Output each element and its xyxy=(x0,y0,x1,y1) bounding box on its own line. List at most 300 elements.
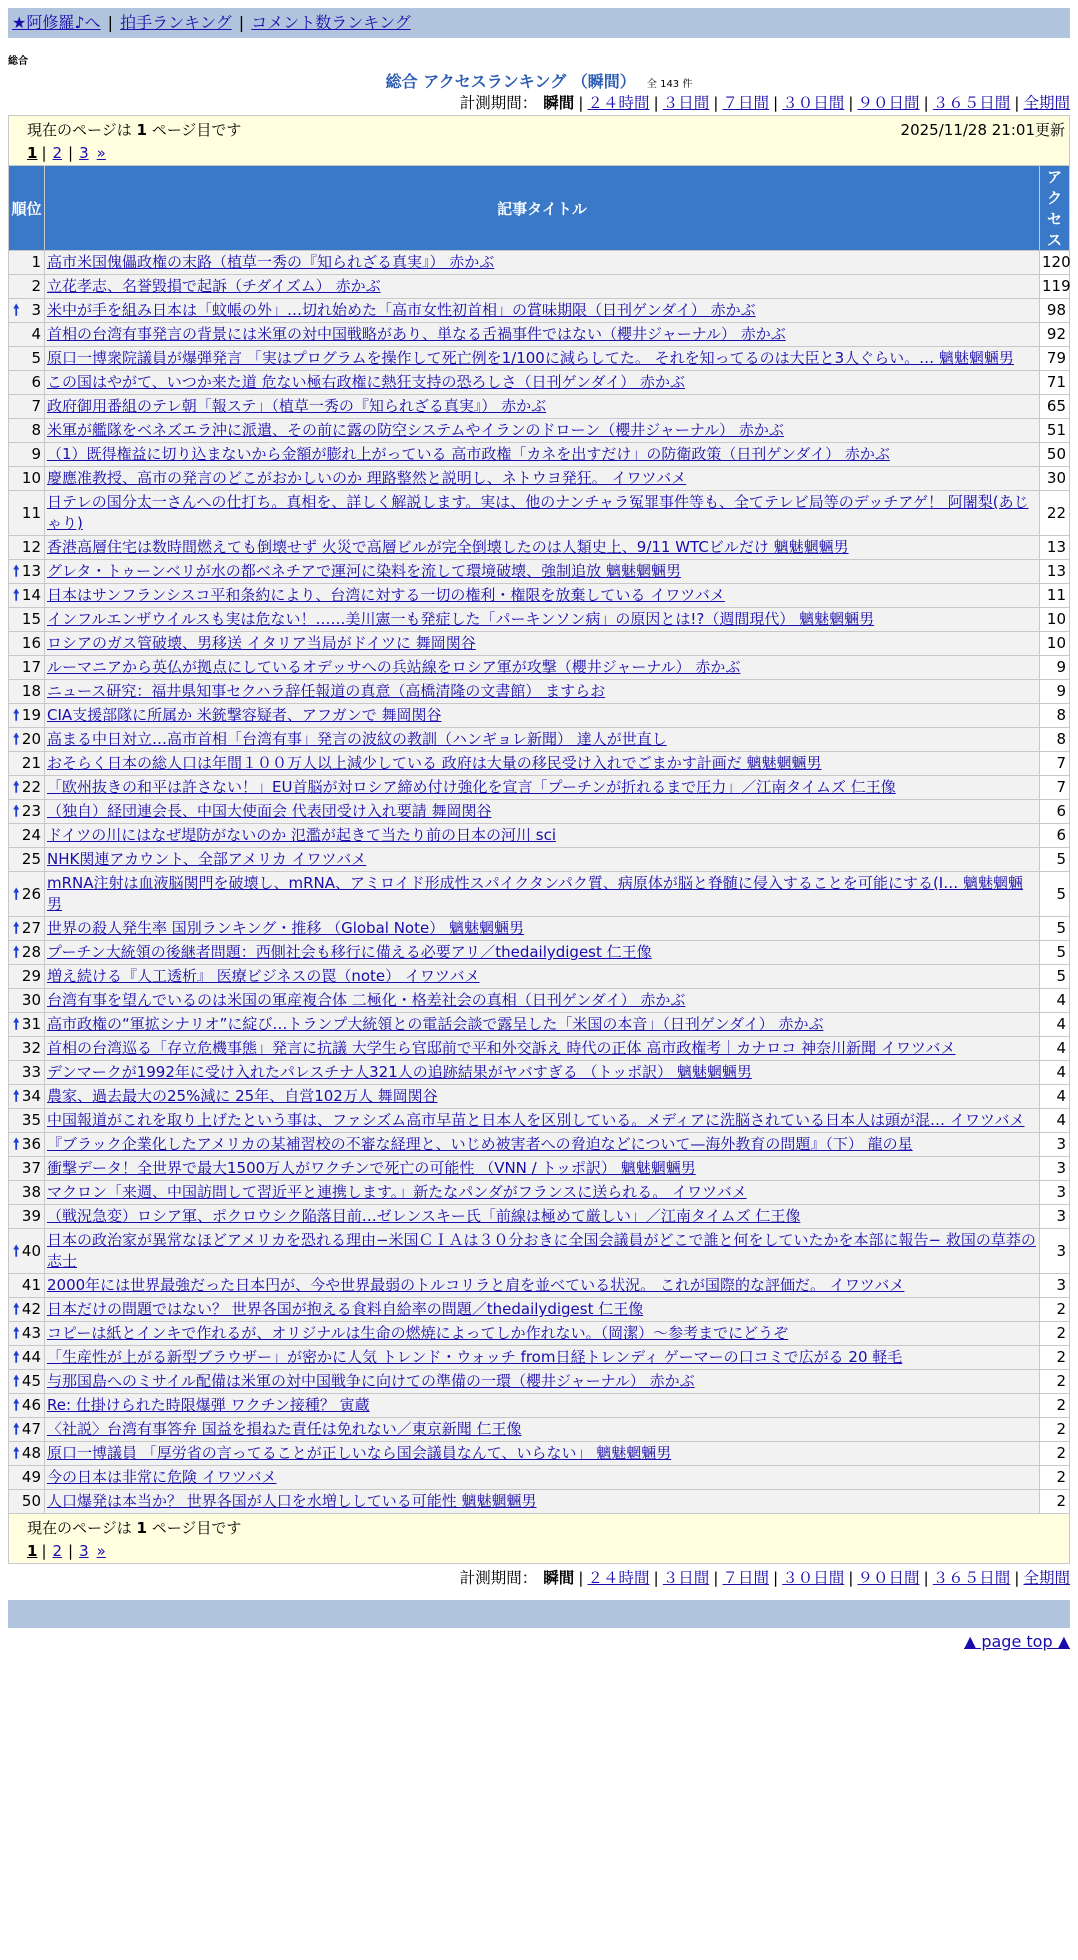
rank-number: 31 xyxy=(21,1015,41,1033)
article-title-link[interactable]: デンマークが1992年に受け入れたパレスチナ人321人の追跡結果がヤバすぎる （トッポ訳） 魑魅魍魎男 xyxy=(47,1063,752,1081)
rank-number: 29 xyxy=(21,967,41,985)
title-cell xyxy=(45,656,1040,680)
title-cell xyxy=(45,1205,1040,1229)
article-title-link[interactable]: 今の日本は非常に危険 イワツバメ xyxy=(47,1468,277,1486)
access-count: 8 xyxy=(1040,704,1070,728)
article-title-link[interactable]: この国はやがて、いつか来た道 危ない極右政権に熱狂支持の恐ろしさ（日刊ゲンダイ） 赤かぶ xyxy=(47,373,686,391)
table-row xyxy=(9,989,1070,1013)
next-page-link[interactable]: » xyxy=(96,1542,106,1560)
page-links-row xyxy=(27,1539,1065,1563)
access-count: 7 xyxy=(1040,776,1070,800)
table-row xyxy=(9,1274,1070,1298)
table-row xyxy=(9,299,1070,323)
article-title-link[interactable]: 日本の政治家が異常なほどアメリカを恐れる理由−米国ＣＩＡは３０分おきに全国会議員がどこで誰と何をしていたかを本部に報告− 救国の草莽の志士 xyxy=(47,1231,1036,1270)
rank-number: 42 xyxy=(21,1300,41,1318)
access-count: 119 xyxy=(1040,275,1070,299)
rank-number: 17 xyxy=(21,658,41,676)
period-link[interactable]: ９０日間 xyxy=(857,1569,920,1587)
access-count: 10 xyxy=(1040,632,1070,656)
table-row xyxy=(9,965,1070,989)
rank-cell xyxy=(9,371,45,395)
table-row xyxy=(9,251,1070,275)
page-status-number: 1 xyxy=(136,1519,147,1537)
access-count: 2 xyxy=(1040,1418,1070,1442)
title-cell xyxy=(45,371,1040,395)
rank-cell xyxy=(9,1274,45,1298)
rank-cell xyxy=(9,704,45,728)
article-title-link[interactable]: 農家、過去最大の25%減に 25年、自営102万人 舞岡関谷 xyxy=(47,1087,438,1105)
rank-up-arrow-icon: 🠕 xyxy=(13,1348,20,1366)
rank-cell xyxy=(9,1013,45,1037)
article-title-link[interactable]: グレタ・トゥーンベリが水の都ベネチアで運河に染料を流して環境破壊、強制追放 魑魅魍魎男 xyxy=(47,562,681,580)
page-link[interactable]: 2 xyxy=(52,144,63,162)
period-link[interactable]: ３０日間 xyxy=(782,1569,845,1587)
rank-number: 38 xyxy=(21,1183,41,1201)
article-title-link[interactable]: （戦況急変）ロシア軍、ポクロウシク陥落目前…ゼレンスキー氏「前線は極めて厳しい」／江南タイムズ 仁王像 xyxy=(47,1207,801,1225)
access-count: 6 xyxy=(1040,824,1070,848)
title-cell xyxy=(45,1346,1040,1370)
period-separator: | xyxy=(923,94,929,112)
rank-cell xyxy=(9,536,45,560)
period-link[interactable]: ９０日間 xyxy=(857,94,920,112)
rank-cell xyxy=(9,752,45,776)
table-row xyxy=(9,776,1070,800)
access-count: 3 xyxy=(1040,1133,1070,1157)
table-row xyxy=(9,1013,1070,1037)
title-cell xyxy=(45,275,1040,299)
period-separator: | xyxy=(773,94,779,112)
rank-cell xyxy=(9,1442,45,1466)
rank-number: 28 xyxy=(21,943,41,961)
rank-cell xyxy=(9,728,45,752)
rank-up-arrow-icon: 🠕 xyxy=(13,919,20,937)
rank-number: 30 xyxy=(21,991,41,1009)
article-title-link[interactable]: 原口一博衆院議員が爆弾発言 「実はプログラムを操作して死亡例を1/100に減らしてた。 それを知ってるのは大臣と3人ぐらい。… 魑魅魍魎男 xyxy=(47,349,1014,367)
article-title-link[interactable]: ニュース研究：福井県知事セクハラ辞任報道の真意（高橋清隆の文書館） ますらお xyxy=(47,682,606,700)
article-title-link[interactable]: プーチン大統領の後継者問題：西側社会も移行に備える必要アリ／thedailydigest 仁王像 xyxy=(47,943,652,961)
access-count: 51 xyxy=(1040,419,1070,443)
page-separator: | xyxy=(68,1542,74,1560)
table-row xyxy=(9,1346,1070,1370)
period-separator: | xyxy=(578,1569,584,1587)
page-status xyxy=(27,119,241,141)
article-title-link[interactable]: ルーマニアから英仏が拠点にしているオデッサへの兵站線をロシア軍が攻撃（櫻井ジャーナル） 赤かぶ xyxy=(47,658,741,676)
access-count: 4 xyxy=(1040,1061,1070,1085)
title-cell xyxy=(45,443,1040,467)
period-link[interactable]: ３日間 xyxy=(662,94,710,112)
title-cell xyxy=(45,1418,1040,1442)
access-count: 22 xyxy=(1040,491,1070,536)
rank-number: 2 xyxy=(31,277,41,295)
table-row xyxy=(9,395,1070,419)
access-count: 4 xyxy=(1040,989,1070,1013)
period-separator: | xyxy=(848,1569,854,1587)
access-count: 79 xyxy=(1040,347,1070,371)
page-status-post: ページ目です xyxy=(151,121,242,139)
rank-cell xyxy=(9,848,45,872)
article-title-link[interactable]: 2000年には世界最強だった日本円が、今や世界最弱のトルコリラと肩を並べている状況。 これが国際的な評価だ。 イワツバメ xyxy=(47,1276,905,1294)
rank-number: 8 xyxy=(31,421,41,439)
table-row xyxy=(9,632,1070,656)
title-cell xyxy=(45,491,1040,536)
article-title-link[interactable]: 政府御用番組のテレ朝「報ステ」（植草一秀の『知られざる真実』） 赤かぶ xyxy=(47,397,547,415)
category-label: 総合 xyxy=(8,56,28,67)
rank-cell xyxy=(9,323,45,347)
period-link[interactable]: ７日間 xyxy=(722,94,769,112)
article-title-link[interactable]: 日本はサンフランシスコ平和条約により、台湾に対する一切の権利・権限を放棄している イワツバメ xyxy=(47,586,725,604)
rank-cell xyxy=(9,1061,45,1085)
table-row xyxy=(9,1085,1070,1109)
access-count: 5 xyxy=(1040,872,1070,917)
page-links-row xyxy=(27,141,1065,165)
table-row xyxy=(9,1466,1070,1490)
article-title-link[interactable]: 慶應准教授、高市の発言のどこがおかしいのか 理路整然と説明し、ネトウヨ発狂。 イワツバメ xyxy=(47,469,687,487)
title-cell xyxy=(45,347,1040,371)
rank-cell xyxy=(9,1229,45,1274)
rank-number: 43 xyxy=(21,1324,41,1342)
rank-cell xyxy=(9,491,45,536)
title-cell xyxy=(45,251,1040,275)
table-row xyxy=(9,752,1070,776)
title-cell xyxy=(45,680,1040,704)
table-row xyxy=(9,728,1070,752)
article-title-link[interactable]: 増え続ける『人工透析』 医療ビジネスの罠（note） イワツバメ xyxy=(47,967,480,985)
title-cell xyxy=(45,800,1040,824)
period-separator: | xyxy=(1014,94,1020,112)
article-title-link[interactable]: 「欧州抜きの和平は許さない！」EU首脳が対ロシア締め付け強化を宣言「プーチンが折れるまで圧力」／江南タイムズ 仁王像 xyxy=(47,778,896,796)
rank-number: 24 xyxy=(21,826,41,844)
rank-number: 9 xyxy=(31,445,41,463)
rank-cell xyxy=(9,680,45,704)
rank-cell xyxy=(9,467,45,491)
period-link[interactable]: ２４時間 xyxy=(587,1569,650,1587)
article-title-link[interactable]: 首相の台湾巡る「存立危機事態」発言に抗議 大学生ら官邸前で平和外交訴え 時代の正体 高市政権考｜カナロコ 神奈川新聞 イワツバメ xyxy=(47,1039,956,1057)
access-count: 2 xyxy=(1040,1346,1070,1370)
title-cell xyxy=(45,1298,1040,1322)
article-title-link[interactable]: NHK関連アカウント、全部アメリカ イワツバメ xyxy=(47,850,367,868)
rank-cell xyxy=(9,965,45,989)
table-row xyxy=(9,1394,1070,1418)
article-title-link[interactable]: 立花孝志、名誉毀損で起訴（チダイズム） 赤かぶ xyxy=(47,277,381,295)
article-title-link[interactable]: 高市政権の“軍拡シナリオ”に綻び…トランプ大統領との電話会談で露呈した「米国の本音」（日刊ゲンダイ） 赤かぶ xyxy=(47,1015,824,1033)
period-link[interactable]: ３日間 xyxy=(662,1569,710,1587)
table-row xyxy=(9,323,1070,347)
article-title-link[interactable]: 「生産性が上がる新型ブラウザー」が密かに人気 トレンド・ウォッチ from日経トレンディ ゲーマーの口コミで広がる 20 軽毛 xyxy=(47,1348,903,1366)
title-cell xyxy=(45,917,1040,941)
title-cell xyxy=(45,752,1040,776)
rank-number: 4 xyxy=(31,325,41,343)
rank-number: 18 xyxy=(21,682,41,700)
access-count: 10 xyxy=(1040,608,1070,632)
page-link[interactable]: 2 xyxy=(52,1542,63,1560)
table-row xyxy=(9,560,1070,584)
table-row xyxy=(9,443,1070,467)
rank-cell xyxy=(9,1205,45,1229)
title-cell xyxy=(45,1061,1040,1085)
title-cell xyxy=(45,1394,1040,1418)
article-title-link[interactable]: 高市米国傀儡政権の末路（植草一秀の『知られざる真実』） 赤かぶ xyxy=(47,253,495,271)
rank-cell xyxy=(9,941,45,965)
page-status-row xyxy=(27,119,1065,141)
rank-number: 33 xyxy=(21,1063,41,1081)
period-separator: | xyxy=(578,94,584,112)
title-cell xyxy=(45,323,1040,347)
article-title-link[interactable]: 与那国島へのミサイル配備は米軍の対中国戦争に向けての準備の一環（櫻井ジャーナル） 赤かぶ xyxy=(47,1372,695,1390)
next-page-link[interactable]: » xyxy=(96,144,106,162)
table-row xyxy=(9,1109,1070,1133)
title-cell xyxy=(45,395,1040,419)
article-title-link[interactable]: 世界の殺人発生率 国別ランキング・推移 （Global Note） 魑魅魍魎男 xyxy=(47,919,524,937)
rank-number: 45 xyxy=(21,1372,41,1390)
period-separator: | xyxy=(848,94,854,112)
rank-cell xyxy=(9,656,45,680)
page-status-pre: 現在のページは xyxy=(27,121,132,139)
rank-number: 5 xyxy=(31,349,41,367)
access-count: 3 xyxy=(1040,1229,1070,1274)
access-count: 9 xyxy=(1040,656,1070,680)
article-title-link[interactable]: 日テレの国分太一さんへの仕打ち。真相を、詳しく解説します。実は、他のナンチャラ冤罪事件等も、全てテレビ局等のデッチアゲ！ 阿闍梨(あじゃり) xyxy=(47,493,1029,532)
period-current: 瞬間 xyxy=(543,94,575,112)
rank-cell xyxy=(9,1466,45,1490)
rank-number: 34 xyxy=(21,1087,41,1105)
table-row xyxy=(9,824,1070,848)
rank-up-arrow-icon: 🠕 xyxy=(13,1372,20,1390)
rank-up-arrow-icon: 🠕 xyxy=(13,1396,20,1414)
comment-ranking-link[interactable]: コメント数ランキング xyxy=(251,13,411,32)
rank-cell xyxy=(9,1037,45,1061)
rank-cell xyxy=(9,251,45,275)
rank-cell xyxy=(9,608,45,632)
rank-cell xyxy=(9,632,45,656)
rank-number: 46 xyxy=(21,1396,41,1414)
rank-cell xyxy=(9,1490,45,1514)
rank-number: 49 xyxy=(21,1468,41,1486)
page-separator: | xyxy=(41,144,47,162)
rank-up-arrow-icon: 🠕 xyxy=(13,301,20,319)
access-count: 3 xyxy=(1040,1181,1070,1205)
article-title-link[interactable]: mRNA注射は血液脳関門を破壊し、mRNA、アミロイド形成性スパイクタンパク質、病原体が脳と脊髄に侵入することを可能にする(I… 魑魅魍魎男 xyxy=(47,874,1023,913)
article-title-link[interactable]: 人口爆発は本当か？ 世界各国が人口を水増ししている可能性 魑魅魍魎男 xyxy=(47,1492,537,1510)
rank-number: 20 xyxy=(21,730,41,748)
article-title-link[interactable]: （1）既得権益に切り込まないから金額が膨れ上がっている 高市政権「カネを出すだけ」の防衛政策（日刊ゲンダイ） 赤かぶ xyxy=(47,445,890,463)
article-title-link[interactable]: 『ブラック企業化したアメリカの某補習校の不審な経理と、いじめ被害者への脅迫などについて—海外教育の問題』（下） 龍の星 xyxy=(47,1135,913,1153)
rank-cell xyxy=(9,872,45,917)
rank-up-arrow-icon: 🠕 xyxy=(13,706,20,724)
page-top-container xyxy=(8,1630,1070,1654)
page-link[interactable]: 3 xyxy=(79,1542,89,1560)
rank-number: 16 xyxy=(21,634,41,652)
page-status-number: 1 xyxy=(136,121,147,139)
rank-number: 10 xyxy=(21,469,41,487)
period-link[interactable]: ２４時間 xyxy=(587,94,650,112)
title-cell xyxy=(45,1274,1040,1298)
page-link-current: 1 xyxy=(27,144,38,162)
access-count: 5 xyxy=(1040,941,1070,965)
rank-cell xyxy=(9,824,45,848)
title-cell xyxy=(45,704,1040,728)
article-title-link[interactable]: 首相の台湾有事発言の背景には米軍の対中国戦略があり、単なる舌禍事件ではない（櫻井ジャーナル） 赤かぶ xyxy=(47,325,786,343)
title-cell xyxy=(45,941,1040,965)
article-title-link[interactable]: 香港高層住宅は数時間燃えても倒壊せず 火災で高層ビルが完全倒壊したのは人類史上、9/11 WTCビルだけ 魑魅魍魎男 xyxy=(47,538,849,556)
period-label: 計測期間： xyxy=(459,94,538,112)
table-row xyxy=(9,491,1070,536)
table-row xyxy=(9,1490,1070,1514)
access-count: 6 xyxy=(1040,800,1070,824)
period-separator: | xyxy=(713,1569,719,1587)
article-title-link[interactable]: Re: 仕掛けられた時限爆弾 ワクチン接種？ 寅蔵 xyxy=(47,1396,370,1414)
article-title-link[interactable]: 米中が手を組み日本は「蚊帳の外」…切れ始めた「高市女性初首相」の賞味期限（日刊ゲンダイ） 赤かぶ xyxy=(47,301,756,319)
table-row xyxy=(9,1037,1070,1061)
period-link[interactable]: 全期間 xyxy=(1023,1569,1070,1587)
rank-cell xyxy=(9,1370,45,1394)
rank-cell xyxy=(9,347,45,371)
rank-number: 50 xyxy=(21,1492,41,1510)
article-title-link[interactable]: 台湾有事を望んでいるのは米国の軍産複合体 二極化・格差社会の真相（日刊ゲンダイ） 赤かぶ xyxy=(47,991,686,1009)
table-row xyxy=(9,1229,1070,1274)
rank-cell xyxy=(9,1085,45,1109)
rank-number: 21 xyxy=(21,754,41,772)
article-title-link[interactable]: インフルエンザウイルスも実は危ない！……美川憲一も発症した「パーキンソン病」の原因とは!?（週間現代） 魑魅魍魎男 xyxy=(47,610,875,628)
article-title-link[interactable]: コピーは紙とインキで作れるが、オリジナルは生命の燃焼によってしか作れない。（岡潔）〜参考までにどうぞ xyxy=(47,1324,789,1342)
page-top-link[interactable]: ▲ page top ▲ xyxy=(963,1632,1070,1651)
access-count: 4 xyxy=(1040,1037,1070,1061)
rank-number: 3 xyxy=(31,301,41,319)
page-link-current: 1 xyxy=(27,1542,38,1560)
title-cell xyxy=(45,419,1040,443)
title-cell xyxy=(45,1085,1040,1109)
period-link[interactable]: ７日間 xyxy=(722,1569,769,1587)
table-row xyxy=(9,608,1070,632)
article-title-link[interactable]: おそらく日本の総人口は年間１００万人以上減少している 政府は大量の移民受け入れでごまかす計画だ 魑魅魍魎男 xyxy=(47,754,822,772)
table-row xyxy=(9,1061,1070,1085)
article-title-link[interactable]: ロシアのガス管破壊、男移送 イタリア当局がドイツに 舞岡関谷 xyxy=(47,634,476,652)
article-title-link[interactable]: 衝撃データ！全世界で最大1500万人がワクチンで死亡の可能性 （VNN / トッポ訳） 魑魅魍魎男 xyxy=(47,1159,696,1177)
rank-cell xyxy=(9,419,45,443)
table-row xyxy=(9,371,1070,395)
rank-number: 26 xyxy=(21,884,41,903)
table-row xyxy=(9,1370,1070,1394)
rank-number: 27 xyxy=(21,919,41,937)
period-separator: | xyxy=(1014,1569,1020,1587)
table-row xyxy=(9,800,1070,824)
title-cell xyxy=(45,299,1040,323)
period-link[interactable]: ３６５日間 xyxy=(932,1569,1011,1587)
article-title-link[interactable]: 米軍が艦隊をベネズエラ沖に派遣、その前に露の防空システムやイランのドローン（櫻井ジャーナル） 赤かぶ xyxy=(47,421,784,439)
rank-cell xyxy=(9,1394,45,1418)
article-title-link[interactable]: 中国報道がこれを取り上げたという事は、ファシズム高市早苗と日本人を区別している。メディアに洗脳されている日本人は頭が混… イワツバメ xyxy=(47,1111,1025,1129)
rank-cell xyxy=(9,1181,45,1205)
access-count: 9 xyxy=(1040,680,1070,704)
title-cell xyxy=(45,1466,1040,1490)
page-separator: | xyxy=(68,144,74,162)
article-title-link[interactable]: （独自）経団連会長、中国大使面会 代表団受け入れ要請 舞岡関谷 xyxy=(47,802,492,820)
table-row xyxy=(9,1298,1070,1322)
access-count: 4 xyxy=(1040,1085,1070,1109)
rank-number: 47 xyxy=(21,1420,41,1438)
period-link[interactable]: 全期間 xyxy=(1023,94,1070,112)
page-link[interactable]: 3 xyxy=(79,144,89,162)
title-cell xyxy=(45,965,1040,989)
access-count: 2 xyxy=(1040,1322,1070,1346)
article-title-link[interactable]: 高まる中日対立…高市首相「台湾有事」発言の波紋の教訓（ハンギョレ新聞） 達人が世直し xyxy=(47,730,667,748)
title-cell xyxy=(45,584,1040,608)
page-separator: | xyxy=(41,1542,47,1560)
period-selector xyxy=(8,91,1070,115)
table-row xyxy=(9,1133,1070,1157)
updated-time: 2025/11/28 21:01更新 xyxy=(900,121,1065,139)
period-current: 瞬間 xyxy=(543,1569,575,1587)
title-cell xyxy=(45,536,1040,560)
table-row xyxy=(9,1322,1070,1346)
article-title-link[interactable]: CIA支援部隊に所属か 米銃撃容疑者、アフガンで 舞岡関谷 xyxy=(47,706,442,724)
rank-cell xyxy=(9,800,45,824)
access-count: 5 xyxy=(1040,848,1070,872)
rank-up-arrow-icon: 🠕 xyxy=(13,1324,20,1342)
rank-cell xyxy=(9,1298,45,1322)
title-cell xyxy=(45,1157,1040,1181)
rank-up-arrow-icon: 🠕 xyxy=(13,1015,20,1033)
title-cell xyxy=(45,1442,1040,1466)
table-row xyxy=(9,347,1070,371)
table-row xyxy=(9,872,1070,917)
title-cell xyxy=(45,1109,1040,1133)
table-row xyxy=(9,1205,1070,1229)
rank-cell xyxy=(9,1133,45,1157)
article-title-link[interactable]: 日本だけの問題ではない？ 世界各国が抱える食料自給率の問題／thedailydigest 仁王像 xyxy=(47,1300,644,1318)
rank-number: 37 xyxy=(21,1159,41,1177)
article-title-link[interactable]: ドイツの川にはなぜ堤防がないのか 氾濫が起きて当たり前の日本の河川 sci xyxy=(47,826,557,844)
article-title-link[interactable]: 原口一博議員 「厚労省の言ってることが正しいなら国会議員なんて、いらない」 魑魅魍魎男 xyxy=(47,1444,672,1462)
rank-number: 22 xyxy=(21,778,41,796)
clap-ranking-link[interactable]: 拍手ランキング xyxy=(120,13,232,32)
pagination-box xyxy=(8,115,1070,165)
table-row xyxy=(9,704,1070,728)
access-count: 98 xyxy=(1040,299,1070,323)
rank-up-arrow-icon: 🠕 xyxy=(13,1087,20,1105)
period-link[interactable]: ３０日間 xyxy=(782,94,845,112)
period-label: 計測期間： xyxy=(459,1569,538,1587)
period-separator: | xyxy=(773,1569,779,1587)
bottom-bar xyxy=(8,1600,1070,1628)
home-link[interactable]: ★阿修羅♪へ xyxy=(12,13,101,32)
access-count: 2 xyxy=(1040,1466,1070,1490)
rank-cell xyxy=(9,275,45,299)
title-cell xyxy=(45,632,1040,656)
table-row xyxy=(9,848,1070,872)
rank-cell xyxy=(9,584,45,608)
access-count: 92 xyxy=(1040,323,1070,347)
table-row xyxy=(9,1157,1070,1181)
title-cell xyxy=(45,776,1040,800)
nav-separator: | xyxy=(107,13,114,32)
access-count: 3 xyxy=(1040,1205,1070,1229)
table-row xyxy=(9,419,1070,443)
rank-number: 41 xyxy=(21,1276,41,1294)
rank-cell xyxy=(9,443,45,467)
top-nav-bar xyxy=(8,8,1070,38)
rank-number: 15 xyxy=(21,610,41,628)
article-title-link[interactable]: 〈社説〉台湾有事答弁 国益を損ねた責任は免れない／東京新聞 仁王像 xyxy=(47,1420,522,1438)
access-count: 2 xyxy=(1040,1298,1070,1322)
title-cell xyxy=(45,608,1040,632)
article-title-link[interactable]: マクロン「来週、中国訪問して習近平と連携します。」新たなパンダがフランスに送られる。 イワツバメ xyxy=(47,1183,747,1201)
title-cell xyxy=(45,560,1040,584)
rank-number: 23 xyxy=(21,802,41,820)
rank-up-arrow-icon: 🠕 xyxy=(13,730,20,748)
rank-number: 32 xyxy=(21,1039,41,1057)
rank-up-arrow-icon: 🠕 xyxy=(13,943,20,961)
period-link[interactable]: ３６５日間 xyxy=(932,94,1011,112)
